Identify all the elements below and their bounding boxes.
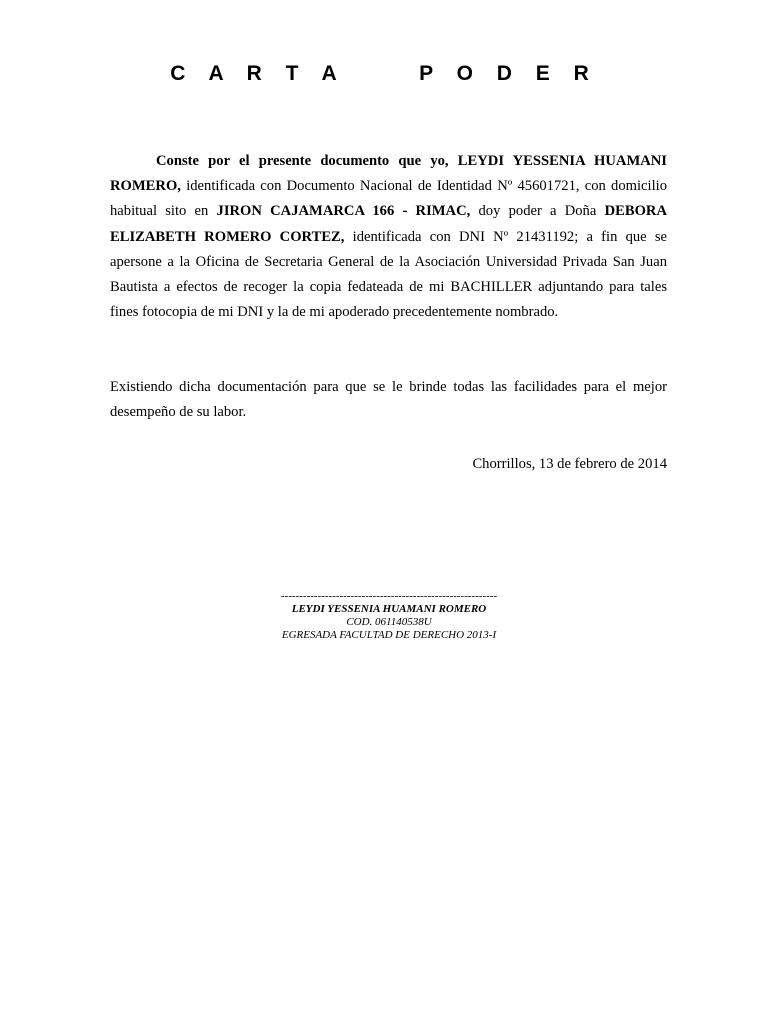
declaration-proxy-name: DEBORA ELIZABETH ROMERO CORTEZ, xyxy=(110,203,667,245)
document-title: C A R T A P O D E R xyxy=(170,62,598,85)
signer-code: COD. 061140538U xyxy=(346,616,432,628)
signature-block xyxy=(0,590,768,642)
document-date: Chorrillos, 13 de febrero de 2014 xyxy=(472,456,667,472)
signer-role: EGRESADA FACULTAD DE DERECHO 2013-I xyxy=(281,629,497,641)
declaration-text-2: doy poder a Doña xyxy=(470,203,605,220)
signature-line: ----------------------------------------------------------- xyxy=(280,590,498,602)
declaration-intro: Conste por el presente documento que yo, LEYDI YESSENIA HUAMANI ROMERO, xyxy=(110,153,667,195)
paragraph-declaration xyxy=(110,149,667,325)
paragraph-closing: Existiendo dicha documentación para que se le brinde todas las facilidades para el mejor desempeño de su labor. xyxy=(110,379,667,421)
declaration-address: JIRON CAJAMARCA 166 - RIMAC, xyxy=(216,203,471,220)
declaration-text-1: identificada con Documento Nacional de Identidad Nº 45601721, con domicilio habitual sito en xyxy=(110,178,667,220)
signer-name: LEYDI YESSENIA HUAMANI ROMERO xyxy=(291,603,487,615)
declaration-text-3: identificada con DNI Nº 21431192; a fin que se apersone a la Oficina de Secretaria General de la Asociación Universidad Privada San Juan Bautista a efectos de recoger la copia fedateada de mi BACHILLER adjuntando para tales fines fotocopia de mi DNI y la de mi apoderado precedentemente nombrado. xyxy=(110,228,668,321)
